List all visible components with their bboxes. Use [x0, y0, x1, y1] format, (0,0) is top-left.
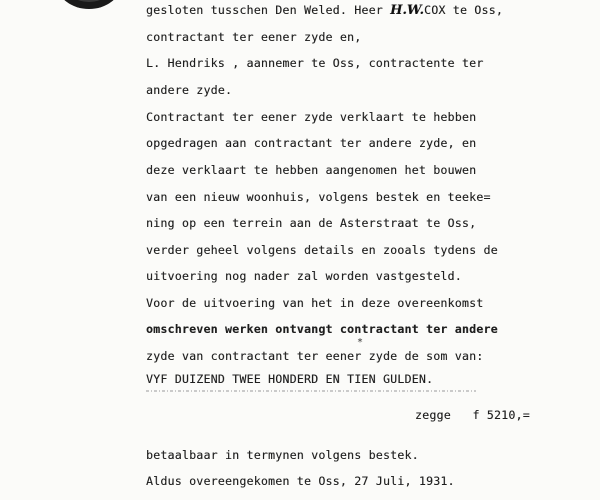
text-line-1-post: COX te Oss, [424, 3, 504, 17]
text-line-14: zyde van contractant ter eener zyde de som van: [146, 349, 484, 363]
text-line-1-pre: gesloten tusschen Den Weled. Heer [146, 3, 391, 17]
dotted-underline-icon [146, 388, 476, 394]
amount-in-words: VYF DUIZEND TWEE HONDERD EN TIEN GULDEN. [146, 372, 434, 386]
seal-stamp-icon [56, 0, 122, 10]
text-line-9: ning op een terrein aan de Asterstraat te Oss, [146, 216, 477, 230]
text-line-5: Contractant ter eener zyde verklaart te hebben [146, 110, 477, 124]
handwritten-initials: H.W. [390, 3, 425, 18]
text-line-3: L. Hendriks , aannemer te Oss, contractente ter [146, 56, 484, 70]
text-line-4: andere zyde. [146, 83, 233, 97]
text-line-1 [146, 3, 503, 18]
text-line-2: contractant ter eener zyde en, [146, 30, 362, 44]
text-line-agreement: Aldus overeengekomen te Oss, 27 Juli, 1931. [146, 474, 455, 488]
text-line-6: opgedragen aan contractant ter andere zyde, en [146, 136, 477, 150]
amount-figure: zegge f 5210,= [415, 408, 530, 422]
text-line-12: Voor de uitvoering van het in deze overeenkomst [146, 296, 484, 310]
text-line-10: verder geheel volgens details en zooals tydens de [146, 243, 498, 257]
text-line-11: uitvoering nog nader zal worden vastgesteld. [146, 269, 462, 283]
text-line-payment: betaalbaar in termynen volgens bestek. [146, 448, 419, 462]
text-line-7: deze verklaart te hebben aangenomen het bouwen [146, 163, 477, 177]
ink-mark: * [357, 337, 364, 348]
text-line-8: van een nieuw woonhuis, volgens bestek en teeke= [146, 190, 491, 204]
text-line-13: omschreven werken ontvangt contractant ter andere [146, 322, 498, 336]
